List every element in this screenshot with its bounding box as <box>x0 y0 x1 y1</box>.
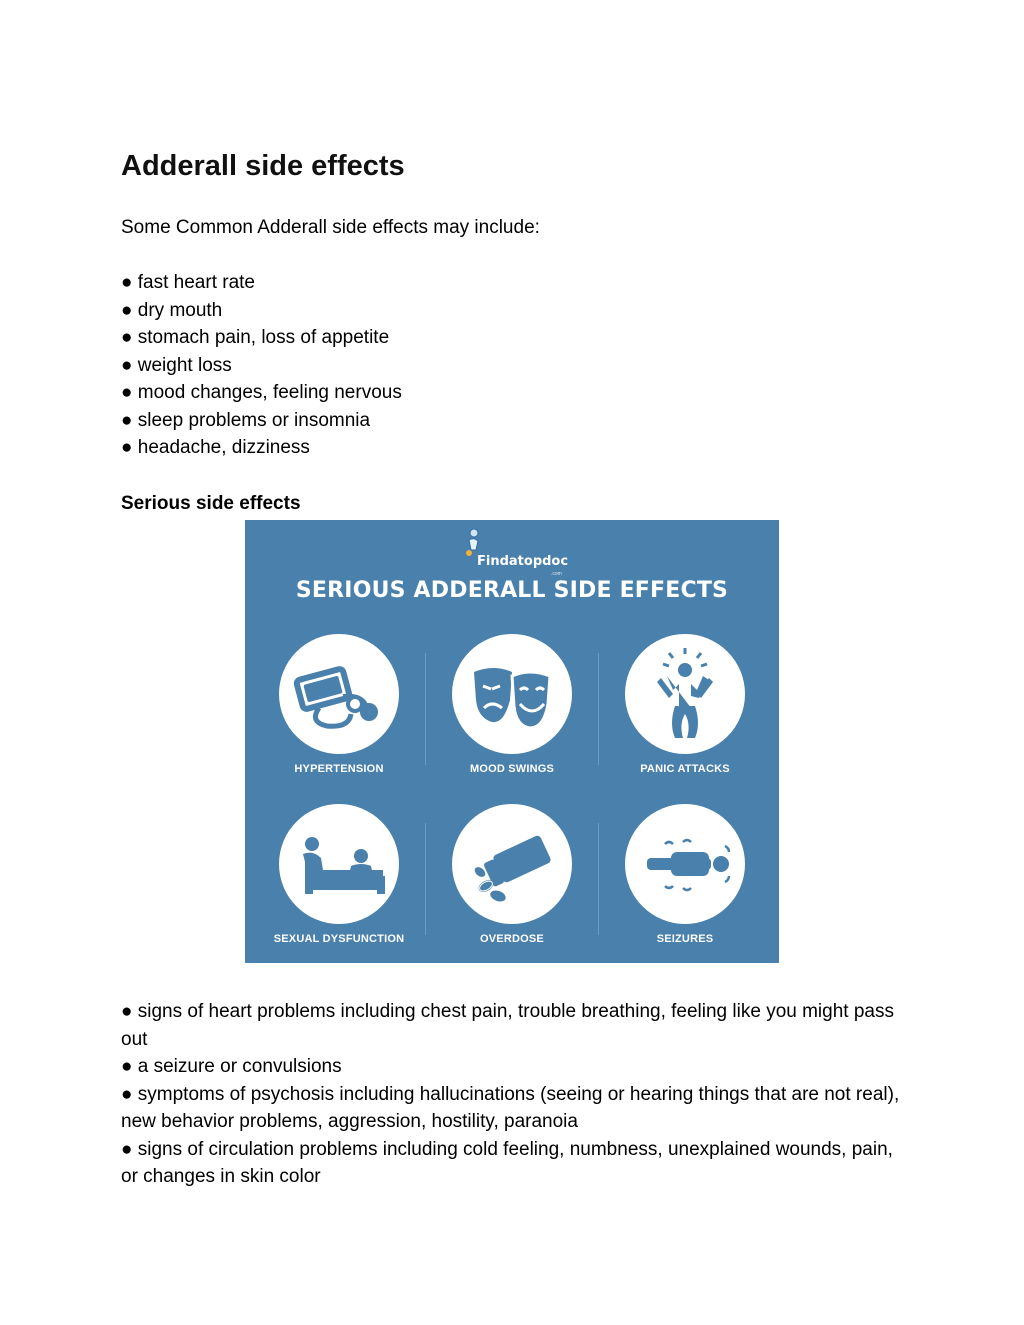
list-item-text: weight loss <box>137 354 232 376</box>
bullet-icon: ● <box>121 272 133 293</box>
logo-sub: .com <box>551 571 562 577</box>
tile-circle <box>625 634 745 754</box>
list-item <box>121 1081 901 1136</box>
logo <box>245 526 779 577</box>
tile-label: PANIC ATTACKS <box>640 763 730 775</box>
list-item <box>121 407 402 435</box>
tile-circle <box>452 634 572 754</box>
serious-effects-list <box>121 998 901 1191</box>
list-item <box>121 998 901 1053</box>
list-item-text: mood changes, feeling nervous <box>137 382 402 403</box>
bullet-icon: ● <box>121 409 133 431</box>
list-item-text: a seizure or convulsions <box>137 1056 342 1077</box>
shaking-person-icon <box>625 804 745 924</box>
list-item-text: fast heart rate <box>137 272 255 293</box>
tile-circle <box>279 634 399 754</box>
list-item <box>121 1053 901 1081</box>
list-item <box>121 1136 901 1191</box>
tile-circle <box>279 804 399 924</box>
theater-masks-icon <box>452 634 572 754</box>
list-item <box>121 379 402 407</box>
tile-label: SEXUAL DYSFUNCTION <box>273 933 405 945</box>
divider <box>598 823 599 935</box>
list-item <box>121 269 402 297</box>
divider <box>425 653 426 765</box>
list-item-text: dry mouth <box>137 299 223 321</box>
bullet-icon: ● <box>121 437 133 458</box>
panicking-person-icon <box>625 634 745 754</box>
infographic-title: SERIOUS ADDERALL SIDE EFFECTS <box>295 578 729 603</box>
infographic <box>245 520 779 963</box>
list-item <box>121 434 402 462</box>
list-item <box>121 352 402 380</box>
divider <box>598 653 599 765</box>
common-effects-list <box>121 269 402 462</box>
tile-label: HYPERTENSION <box>294 763 384 775</box>
tile-label: SEIZURES <box>656 933 714 945</box>
tile-label: OVERDOSE <box>480 933 544 945</box>
blood-pressure-cuff-icon <box>279 634 399 754</box>
list-item-text: signs of heart problems including chest pain, trouble breathing, feeling like you might pass out <box>121 1001 894 1050</box>
bullet-icon: ● <box>121 1083 133 1105</box>
list-item-text: symptoms of psychosis including hallucinations (seeing or hearing things that are not real), new behavior problems, aggression, hostility, paranoia <box>121 1083 900 1132</box>
serious-heading: Serious side effects <box>121 493 301 514</box>
list-item <box>121 324 402 352</box>
tile-circle <box>452 804 572 924</box>
bullet-icon: ● <box>121 1138 133 1160</box>
intro-text: Some Common Adderall side effects may include: <box>121 217 540 238</box>
list-item <box>121 297 402 325</box>
couple-in-bed-icon <box>279 804 399 924</box>
bullet-icon: ● <box>121 299 133 321</box>
tile-circle <box>625 804 745 924</box>
list-item-text: stomach pain, loss of appetite <box>137 327 390 348</box>
bullet-icon: ● <box>121 382 133 403</box>
list-item-text: headache, dizziness <box>137 437 310 458</box>
bullet-icon: ● <box>121 1001 133 1022</box>
tile-label: MOOD SWINGS <box>469 763 555 775</box>
page-title: Adderall side effects <box>121 150 405 182</box>
spilled-pill-bottle-icon <box>452 804 572 924</box>
bullet-icon: ● <box>121 354 133 376</box>
list-item-text: sleep problems or insomnia <box>137 409 371 431</box>
bullet-icon: ● <box>121 1056 133 1077</box>
bullet-icon: ● <box>121 327 133 348</box>
logo-text: Findatopdoc <box>477 554 569 569</box>
list-item-text: signs of circulation problems including cold feeling, numbness, unexplained wounds, pain, or changes in skin color <box>121 1138 893 1187</box>
divider <box>425 823 426 935</box>
